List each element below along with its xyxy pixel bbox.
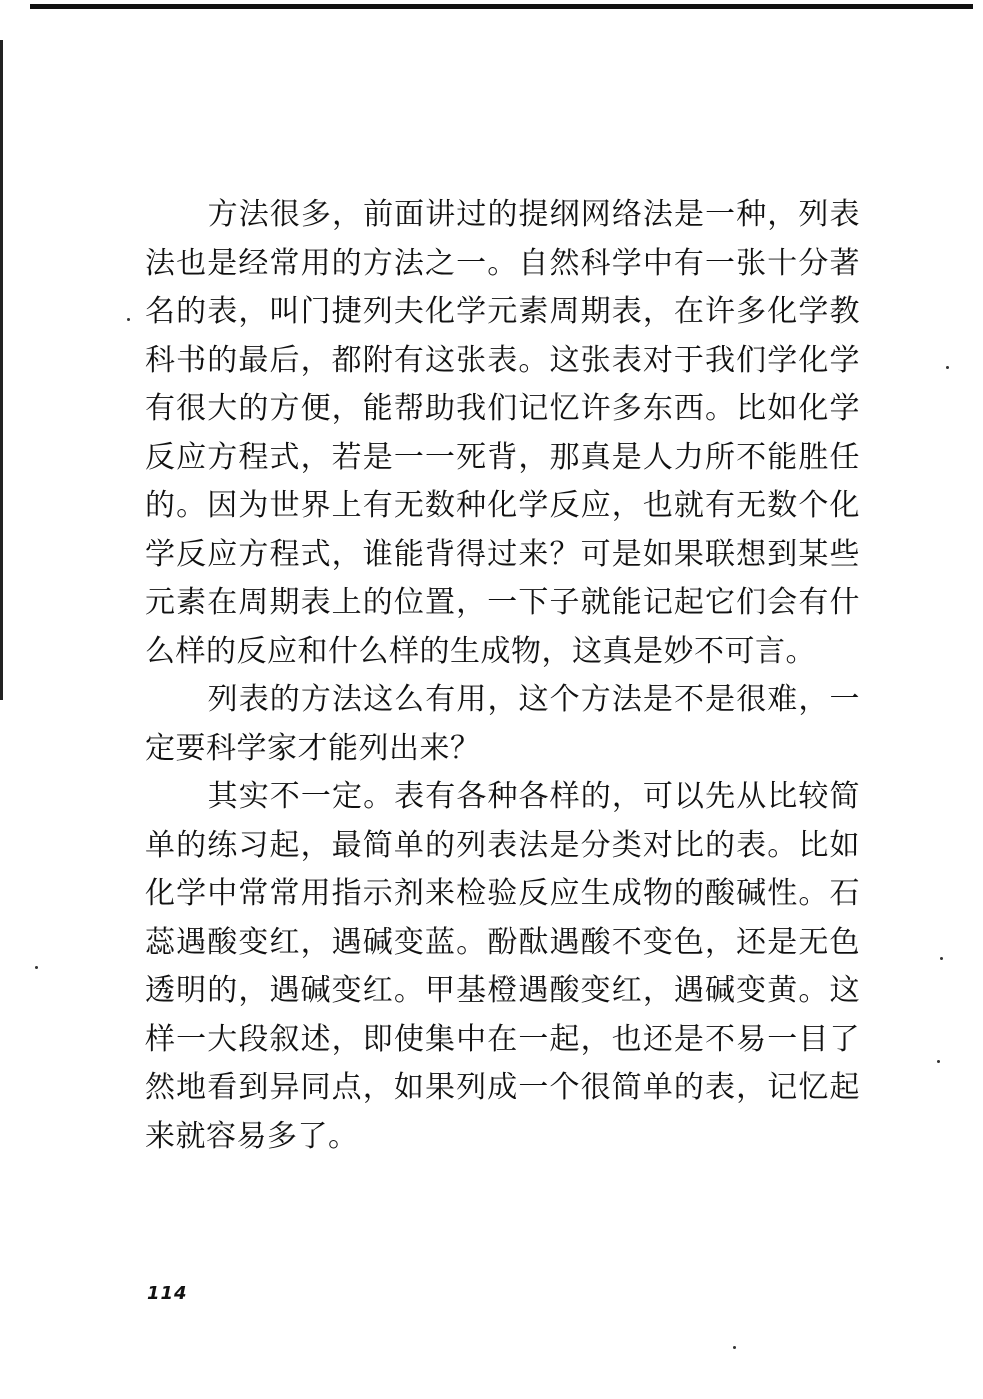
scan-speck (127, 318, 130, 321)
scan-speck (940, 957, 943, 960)
left-scan-edge (0, 40, 3, 700)
paragraph-1-text: 方法很多，前面讲过的提纲网络法是一种，列表法也是经常用的方法之一。自然科学中有一张十分著名的表，叫门捷列夫化学元素周期表，在许多化学教科书的最后，都附有这张表。这张表对于我们学化学有很大的方便，能帮助我们记忆许多东西。比如化学反应方程式，若是一一死背，那真是人力所不能胜任的。因为世界上有无数种化学反应，也就有无数个化学反应方程式，谁能背得过来？可是如果联想到某些元素在周期表上的位置，一下子就能记起它们会有什么样的反应和什么样的生成物，这真是妙不可言。 (145, 197, 860, 669)
scan-speck (733, 1346, 736, 1349)
paragraph-3-text: 其实不一定。表有各种各样的，可以先从比较简单的练习起，最简单的列表法是分类对比的表。比如化学中常常用指示剂来检验反应生成物的酸碱性。石蕊遇酸变红，遇碱变蓝。酚酞遇酸不变色，还是无色透明的，遇碱变红。甲基橙遇酸变红，遇碱变黄。这样一大段叙述，即使集中在一起，也还是不易一目了然地看到异同点，如果列成一个很简单的表，记忆起来就容易多了。 (145, 779, 860, 1154)
top-border-rule (30, 4, 973, 9)
paragraph-2 (145, 676, 860, 773)
paragraph-1 (145, 191, 860, 676)
paragraph-2-text: 列表的方法这么有用，这个方法是不是很难，一定要科学家才能列出来？ (145, 682, 860, 766)
paragraph-3 (145, 773, 860, 1161)
page-number: 114 (147, 1283, 188, 1304)
body-text (145, 191, 860, 1161)
scan-speck (937, 1060, 940, 1063)
scan-speck (35, 966, 38, 969)
scan-speck (946, 366, 949, 369)
